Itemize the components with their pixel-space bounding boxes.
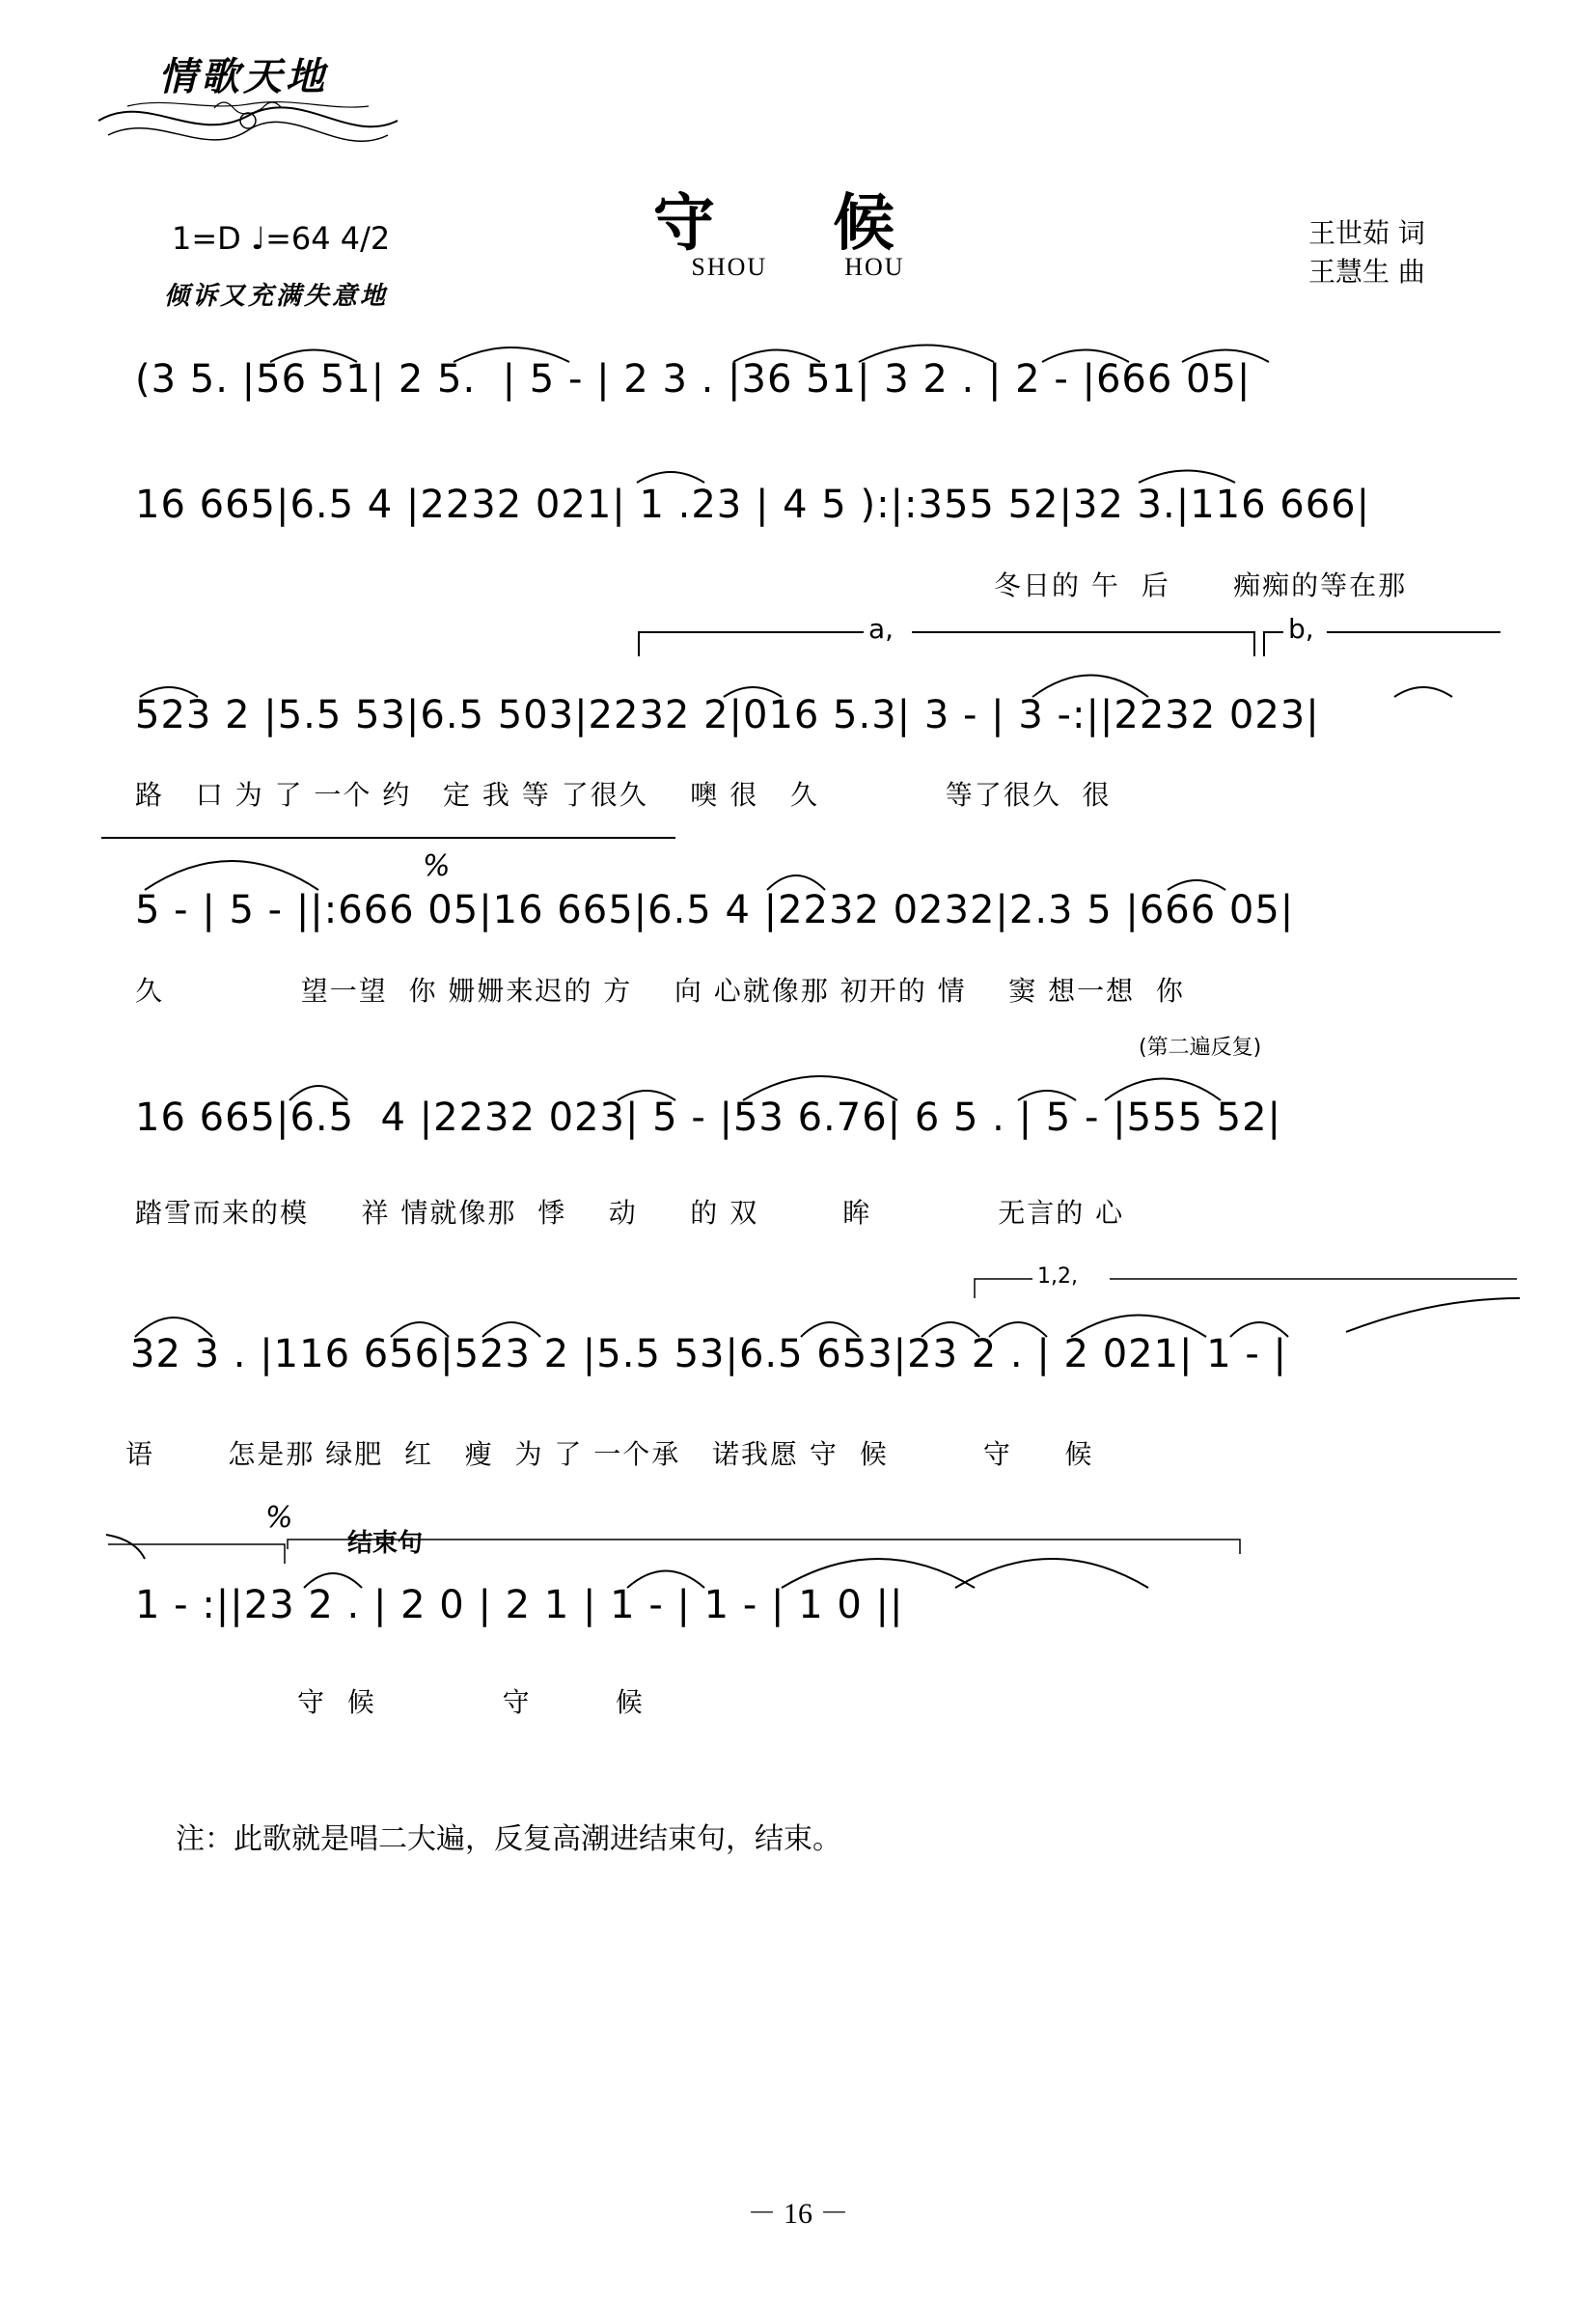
notation-row-3: 523 2 |5.5 53|6.5 503|2232 2|016 5.3| 3 - | 3 -:||2232 023| bbox=[135, 693, 1320, 737]
segno-mark-1: % bbox=[423, 849, 451, 883]
notation-row-5: 16 665|6.5 4 |2232 023| 5 - |53 6.76| 6 5 . | 5 - |555 52| bbox=[135, 1096, 1282, 1140]
credits bbox=[1308, 214, 1425, 291]
volta-b: b, bbox=[1288, 613, 1314, 645]
notation-row-2: 16 665|6.5 4 |2232 021| 1 .23 | 4 5 ):|:355 52|32 3.|116 666| bbox=[135, 483, 1371, 527]
page-number: － 16 － bbox=[747, 2198, 849, 2230]
composer: 王慧生 曲 bbox=[1308, 256, 1425, 288]
notation-row-6: 32 3 . |116 656|523 2 |5.5 53|6.5 653|23 2 . | 2 021| 1 - | bbox=[130, 1332, 1288, 1376]
second-repeat-note: (第二遍反复) bbox=[1139, 1036, 1262, 1060]
footnote: 注：此歌就是唱二大遍，反复高潮进结束句，结束。 bbox=[176, 1822, 841, 1856]
volta-1-2: 1,2, bbox=[1037, 1264, 1078, 1289]
volta-a: a, bbox=[868, 613, 894, 645]
lyrics-row-2: 冬日的 午 后 痴痴的等在那 bbox=[994, 569, 1408, 601]
page-title: 守 候 bbox=[652, 187, 944, 260]
lyricist: 王世茹 词 bbox=[1308, 217, 1425, 249]
notation-row-4: 5 - | 5 - ||:666 05|16 665|6.5 4 |2232 0232|2.3 5 |666 05| bbox=[135, 888, 1295, 932]
key-tempo: 1=D ♩=64 4/2 bbox=[172, 220, 391, 257]
pinyin-1: SHOU bbox=[691, 253, 768, 281]
volta-a-bracket bbox=[639, 632, 1254, 656]
lyrics-row-7: 守 候 守 候 bbox=[297, 1686, 645, 1718]
notation-row-1: (3 5. |56 51| 2 5. | 5 - | 2 3 . |36 51| 3 2 . | 2 - |666 05| bbox=[135, 357, 1252, 402]
lyrics-row-6: 语 怎是那 绿肥 红 瘦 为 了 一个承 诺我愿 守 候 守 候 bbox=[125, 1438, 1094, 1470]
logo-text: 情歌天地 bbox=[158, 54, 328, 99]
segno-mark-2: % bbox=[265, 1501, 293, 1535]
lyrics-row-3: 路 口 为 了 一个 约 定 我 等 了很久 噢 很 久 等了很久 很 bbox=[135, 779, 1112, 811]
expression-mark: 倾诉又充满失意地 bbox=[164, 282, 389, 311]
pinyin-2: HOU bbox=[844, 253, 905, 281]
notation-row-7: 1 - :||23 2 . | 2 0 | 2 1 | 1 - | 1 - | 1 0 || bbox=[135, 1583, 904, 1627]
ornament-flourish-icon bbox=[89, 39, 407, 164]
ending-phrase-label: 结束句 bbox=[347, 1529, 424, 1558]
logo bbox=[89, 39, 407, 164]
lyrics-row-4: 久 望一望 你 姗姗来迟的 方 向 心就像那 初开的 情 窦 想一想 你 bbox=[135, 975, 1185, 1007]
ending-bracket bbox=[108, 1540, 1240, 1564]
lyrics-row-5: 踏雪而来的模 祥 情就像那 悸 动 的 双 眸 无言的 心 bbox=[135, 1197, 1125, 1229]
